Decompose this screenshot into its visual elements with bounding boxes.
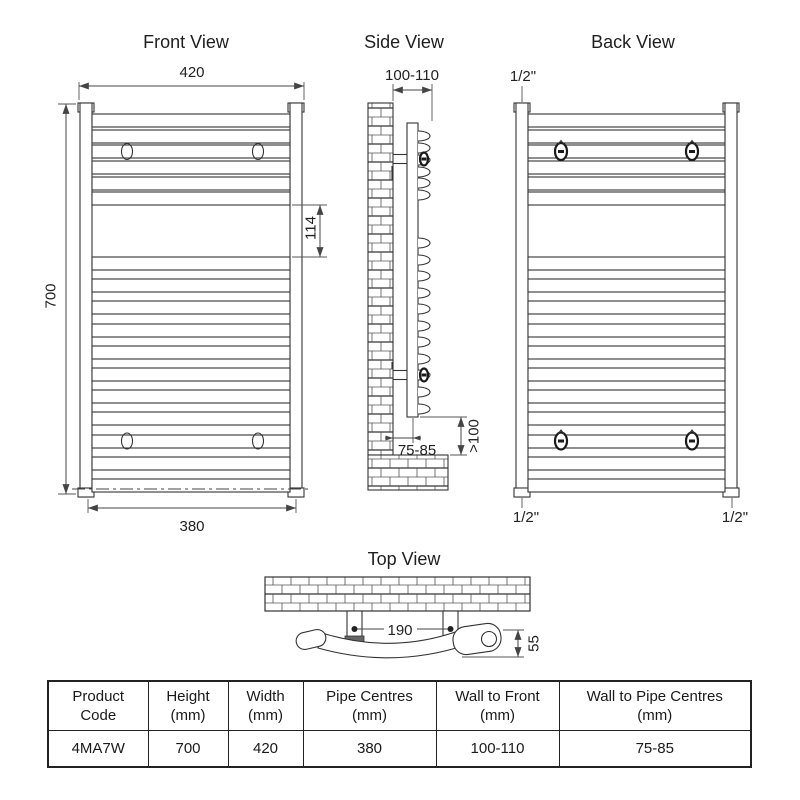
front-width-dimension: 420 [179, 64, 205, 81]
value-height: 700 [148, 731, 228, 768]
value-wall-to-front: 100-110 [436, 731, 559, 768]
top-view-title: Top View [367, 549, 441, 569]
header-height-line2: (mm) [170, 707, 206, 724]
back-top-connection-label: 1/2" [509, 68, 537, 85]
header-width-line2: (mm) [248, 707, 283, 724]
front-bars [92, 114, 290, 492]
side-wall-to-front-dimension: 100-110 [385, 67, 439, 84]
front-view-title: Front View [143, 32, 229, 52]
header-pipe-centres-line2: (mm) [352, 707, 387, 724]
side-rail [407, 123, 418, 417]
header-wall-to-front [436, 681, 559, 731]
header-wall-to-pipe-centres-line2: (mm) [637, 707, 673, 724]
back-view-title: Back View [591, 32, 675, 52]
header-product-code-line2: Code [80, 707, 117, 724]
front-height-dimension: 700 [42, 283, 60, 309]
side-wall-to-pipe-dimension: 75-85 [397, 442, 437, 459]
top-left-bracket-centre-dot [352, 626, 358, 632]
header-width-line1: Width [246, 687, 285, 705]
side-floor-clearance-dimension: >100 [465, 419, 483, 453]
side-view-drawing [350, 55, 495, 500]
back-view-drawing [495, 55, 760, 535]
value-width: 420 [228, 731, 303, 768]
value-wall-to-pipe-centres: 75-85 [559, 731, 751, 768]
header-height-line1: Height [166, 687, 210, 705]
specification-table [47, 680, 752, 768]
header-height [148, 681, 228, 731]
top-depth-dimension: 55 [525, 635, 543, 652]
header-product-code-line1: Product [72, 687, 125, 705]
top-view-drawing [240, 568, 560, 678]
top-bracket-centres-dimension: 190 [387, 622, 413, 639]
front-pipe-centres-dimension: 380 [179, 518, 205, 535]
header-width [228, 681, 303, 731]
header-wall-to-pipe-centres [559, 681, 751, 731]
value-pipe-centres: 380 [303, 731, 436, 768]
header-pipe-centres-line1: Pipe Centres [326, 687, 413, 705]
header-wall-to-front-line1: Wall to Front [455, 687, 540, 705]
top-right-bracket-centre-dot [448, 626, 454, 632]
front-view-drawing [28, 55, 343, 555]
header-wall-to-front-line2: (mm) [480, 707, 515, 724]
back-bottom-left-connection-label: 1/2" [512, 509, 540, 526]
back-bottom-right-connection-label: 1/2" [721, 509, 749, 526]
header-wall-to-pipe-centres-line1: Wall to Pipe Centres [586, 687, 723, 705]
side-view-title: Side View [364, 32, 444, 52]
header-pipe-centres [303, 681, 436, 731]
table-value-row [48, 731, 751, 768]
value-product-code: 4MA7W [48, 731, 148, 768]
top-wall [265, 577, 530, 611]
header-product-code [48, 681, 148, 731]
side-floor [368, 455, 448, 490]
front-gap-dimension: 114 [302, 216, 320, 240]
table-header-row [48, 681, 751, 731]
side-wall [368, 103, 393, 455]
